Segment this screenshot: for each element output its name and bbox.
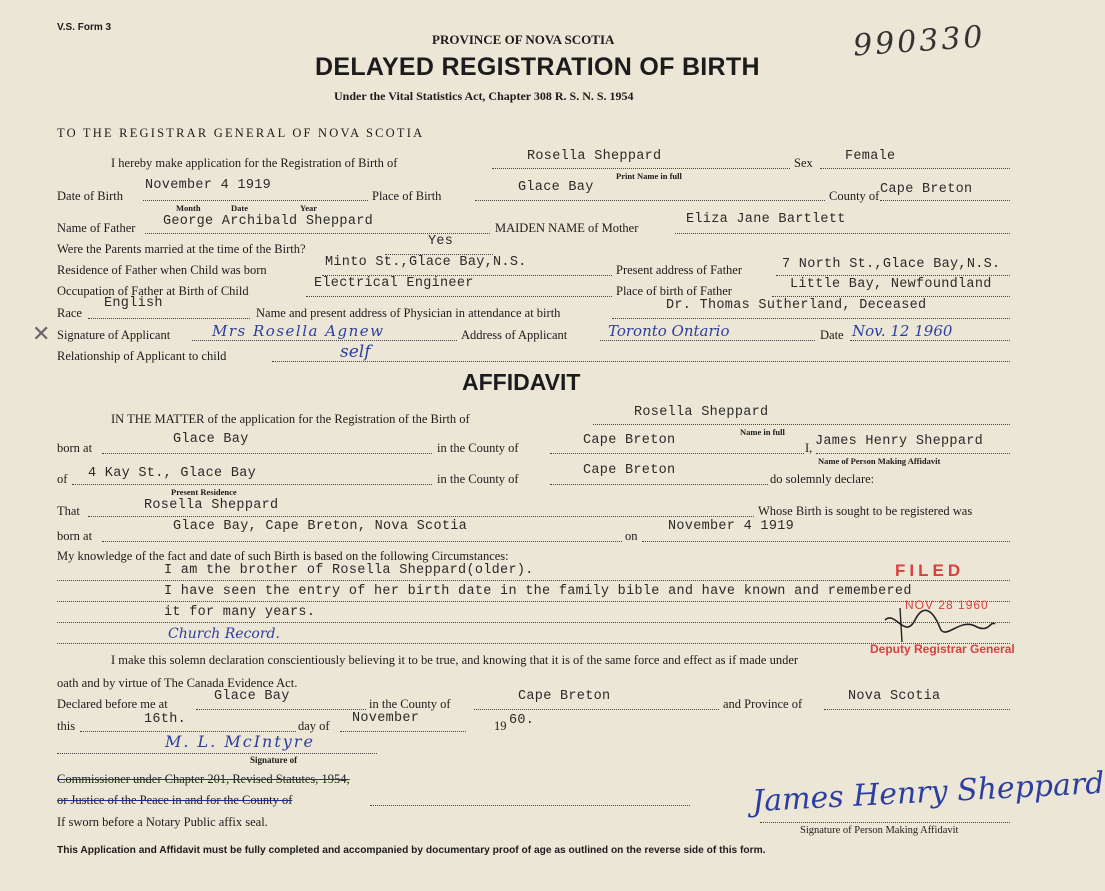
day-field[interactable]: 16th.: [144, 712, 187, 727]
form-id: V.S. Form 3: [57, 22, 112, 33]
deponent-signature-label: Signature of Person Making Affidavit: [800, 825, 959, 836]
notary-note: If sworn before a Notary Public affix seal.: [57, 815, 268, 829]
declared-place-field[interactable]: Glace Bay: [214, 689, 290, 704]
signature-applicant-label: Signature of Applicant: [57, 328, 171, 342]
commissioner-line: Commissioner under Chapter 201, Revised Statutes, 1954,: [57, 772, 350, 786]
province-heading: PROVINCE OF NOVA SCOTIA: [432, 32, 615, 47]
year-prefix: 19: [494, 719, 507, 733]
knowledge-label: My knowledge of the fact and date of such Birth is based on the following Circumstances:: [57, 549, 509, 563]
relationship-label: Relationship of Applicant to child: [57, 349, 227, 363]
dob-label: Date of Birth: [57, 189, 123, 203]
month-hint: Month: [176, 203, 201, 213]
residence-father-label: Residence of Father when Child was born: [57, 263, 267, 277]
province-field[interactable]: Nova Scotia: [848, 689, 941, 704]
declared-county-label: in the County of: [369, 697, 451, 711]
this-label: this: [57, 719, 76, 733]
physician-label: Name and present address of Physician in attendance at birth: [256, 306, 561, 320]
mother-maiden-field[interactable]: Eliza Jane Bartlett: [686, 212, 846, 227]
county-field-b[interactable]: Cape Breton: [583, 463, 676, 478]
child-name-field[interactable]: Rosella Sheppard: [527, 149, 662, 164]
county-of-label-2: in the County of: [437, 472, 519, 486]
born-at-full-label: born at: [57, 529, 93, 543]
serial-number: 990330: [851, 19, 987, 64]
matter-intro: IN THE MATTER of the application for the Registration of the Birth of: [111, 412, 470, 426]
filed-stamp-date: NOV 28 1960: [905, 598, 989, 612]
residence-hint: Present Residence: [171, 487, 237, 497]
occupation-father-field[interactable]: Electrical Engineer: [314, 276, 474, 291]
applicant-address: Toronto Ontario: [608, 322, 730, 340]
circumstance-line-2: I have seen the entry of her birth date in the family bible and have known and remembered: [164, 584, 912, 599]
year-hint: Year: [300, 203, 317, 213]
province-label: and Province of: [723, 697, 803, 711]
physician-field[interactable]: Dr. Thomas Sutherland, Deceased: [666, 298, 927, 313]
day-of-label: day of: [298, 719, 330, 733]
residence-field[interactable]: 4 Kay St., Glace Bay: [88, 466, 257, 481]
year-field[interactable]: 60.: [509, 713, 535, 728]
footer-note: This Application and Affidavit must be fully completed and accompanied by documentary proof of age as outlined on the reverse side of this form.: [57, 845, 766, 856]
born-at-label: born at: [57, 441, 93, 455]
born-at-field[interactable]: Glace Bay: [173, 432, 249, 447]
matter-name-field[interactable]: Rosella Sheppard: [634, 405, 769, 420]
registrar-initials-icon: [880, 600, 1000, 648]
county-field[interactable]: Cape Breton: [880, 182, 973, 197]
month-field[interactable]: November: [352, 711, 420, 726]
commissioner-signature: M. L. McIntyre: [165, 732, 315, 751]
deponent-signature: James Henry Sheppard: [751, 765, 1105, 820]
applicant-date-label: Date: [820, 328, 844, 342]
deponent-name-hint: Name of Person Making Affidavit: [818, 456, 941, 466]
county-field-a[interactable]: Cape Breton: [583, 433, 676, 448]
of-label: of: [57, 472, 68, 486]
addressee: TO THE REGISTRAR GENERAL OF NOVA SCOTIA: [57, 126, 425, 140]
married-label: Were the Parents married at the time of the Birth?: [57, 242, 306, 256]
race-field[interactable]: English: [104, 296, 163, 311]
applicant-signature: Mrs Rosella Agnew: [212, 322, 385, 340]
justice-line: or Justice of the Peace in and for the County of: [57, 793, 293, 807]
circumstance-line-4: Church Record.: [168, 626, 280, 642]
place-of-birth-field[interactable]: Glace Bay: [518, 180, 594, 195]
occupation-father-label: Occupation of Father at Birth of Child: [57, 284, 249, 298]
sex-label: Sex: [794, 156, 813, 170]
on-field[interactable]: November 4 1919: [668, 519, 795, 534]
date-hint: Date: [231, 203, 248, 213]
on-label: on: [625, 529, 638, 543]
father-name-label: Name of Father: [57, 221, 136, 235]
place-birth-father-label: Place of birth of Father: [616, 284, 732, 298]
address-applicant-label: Address of Applicant: [461, 328, 568, 342]
declared-before-label: Declared before me at: [57, 697, 168, 711]
print-name-hint: Print Name in full: [616, 171, 682, 181]
circumstance-line-3: it for many years.: [164, 605, 316, 620]
name-in-full-hint: Name in full: [740, 427, 785, 437]
filed-stamp: FILED: [895, 561, 965, 580]
born-at-full-field[interactable]: Glace Bay, Cape Breton, Nova Scotia: [173, 519, 468, 534]
married-field[interactable]: Yes: [428, 234, 454, 249]
present-address-father-label: Present address of Father: [616, 263, 743, 277]
county-of-label: in the County of: [437, 441, 519, 455]
affidavit-heading: AFFIDAVIT: [462, 369, 581, 395]
declared-county-field[interactable]: Cape Breton: [518, 689, 611, 704]
sex-field[interactable]: Female: [845, 149, 896, 164]
mother-maiden-label: MAIDEN NAME of Mother: [495, 221, 639, 235]
declaration-line-2: oath and by virtue of The Canada Evidence Act.: [57, 676, 298, 690]
place-of-birth-label: Place of Birth: [372, 189, 442, 203]
father-name-field[interactable]: George Archibald Sheppard: [163, 214, 374, 229]
declaration-line-1: I make this solemn declaration conscientiously believing it to be true, and knowing that it is of the same force and effect as if made under: [111, 653, 799, 667]
deponent-name-field[interactable]: James Henry Sheppard: [815, 434, 984, 449]
signature-of-label: Signature of: [250, 755, 298, 765]
form-title: DELAYED REGISTRATION OF BIRTH: [315, 53, 760, 81]
filed-stamp-office: Deputy Registrar General: [870, 642, 1015, 656]
form-subtitle: Under the Vital Statistics Act, Chapter 308 R. S. N. S. 1954: [334, 89, 634, 103]
relationship-field: self: [340, 342, 371, 362]
place-birth-father-field[interactable]: Little Bay, Newfoundland: [790, 277, 992, 292]
whose-birth-label: Whose Birth is sought to be registered was: [758, 504, 973, 518]
that-label: That: [57, 504, 80, 518]
application-intro-label: I hereby make application for the Registration of Birth of: [111, 156, 398, 170]
race-label: Race: [57, 306, 82, 320]
dob-field[interactable]: November 4 1919: [145, 178, 272, 193]
circumstance-line-1: I am the brother of Rosella Sheppard(older).: [164, 563, 534, 578]
solemnly-label: do solemnly declare:: [770, 472, 875, 486]
present-address-father-field[interactable]: 7 North St.,Glace Bay,N.S.: [782, 257, 1001, 272]
i-label: I,: [805, 441, 813, 455]
county-label: County of: [829, 189, 880, 203]
x-mark-icon: ✕: [32, 322, 51, 347]
that-field[interactable]: Rosella Sheppard: [144, 498, 279, 513]
residence-father-field[interactable]: Minto St.,Glace Bay,N.S.: [325, 255, 527, 270]
applicant-date: Nov. 12 1960: [852, 322, 953, 340]
